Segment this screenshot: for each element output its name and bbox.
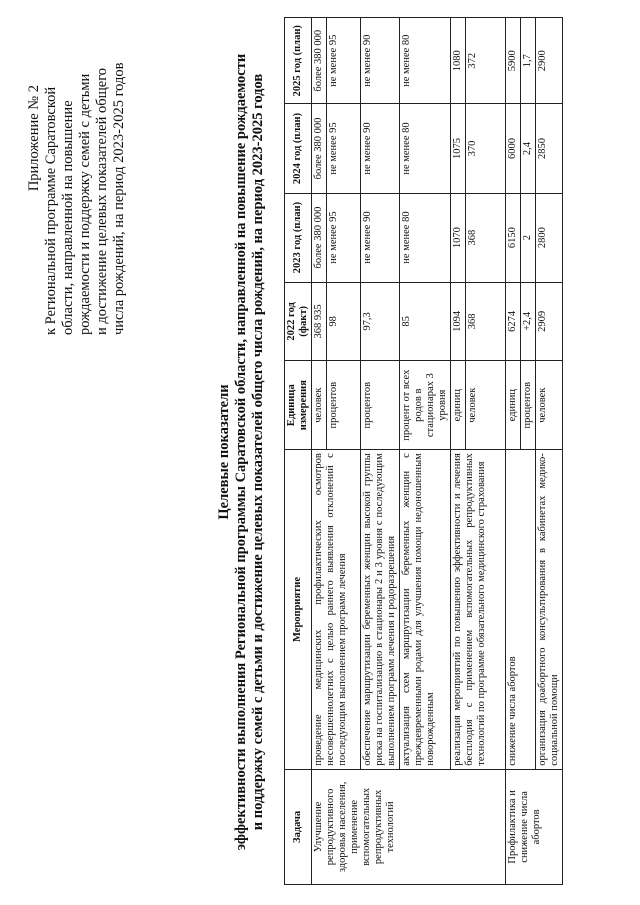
unit-cell: единиц bbox=[451, 361, 466, 450]
value-2023: не менее 95 bbox=[327, 193, 361, 282]
header-2025: 2025 год (план) bbox=[285, 18, 312, 104]
value-2024: 2850 bbox=[536, 104, 563, 193]
header-unit: Единица измерения bbox=[285, 361, 312, 450]
value-2022: 368 bbox=[466, 282, 506, 361]
header-2023: 2023 год (план) bbox=[285, 193, 312, 282]
value-2022: 97,3 bbox=[361, 282, 400, 361]
value-2024: не менее 80 bbox=[400, 104, 451, 193]
value-2023: не менее 80 bbox=[400, 193, 451, 282]
measure-cell: обеспечение маршрутизации беременных женщин высокой группы риска на госпитализацию в стационары 2 и 3 уровня с последующим выполнением программ лечения и родоразрешения bbox=[361, 450, 400, 770]
unit-cell: процентов bbox=[327, 361, 361, 450]
value-2022: 85 bbox=[400, 282, 451, 361]
value-2024: 6000 bbox=[506, 104, 521, 193]
value-2023: 2800 bbox=[536, 193, 563, 282]
value-2025: 372 bbox=[466, 18, 506, 104]
indicators-table bbox=[284, 17, 563, 885]
header-measure: Мероприятие bbox=[285, 450, 312, 770]
value-2023: 6150 bbox=[506, 193, 521, 282]
value-2025: 2900 bbox=[536, 18, 563, 104]
value-2025: более 380 000 bbox=[312, 18, 327, 104]
value-2025: не менее 95 bbox=[327, 18, 361, 104]
title-line: Целевые показатели bbox=[216, 384, 232, 520]
header-task: Задача bbox=[285, 769, 312, 884]
value-2024: не менее 95 bbox=[327, 104, 361, 193]
unit-cell: единиц bbox=[506, 361, 521, 450]
table-row bbox=[506, 18, 521, 885]
unit-cell: процентов bbox=[521, 361, 536, 450]
appendix-line: числа рождений, на период 2023-2025 годов bbox=[111, 62, 127, 335]
value-2022: 2909 bbox=[536, 282, 563, 361]
value-2024: более 380 000 bbox=[312, 104, 327, 193]
value-2024: 1075 bbox=[451, 104, 466, 193]
title-line: эффективности выполнения Региональной программы Саратовской области, направленной на повышение рождаемости bbox=[233, 53, 249, 851]
value-2025: 1080 bbox=[451, 18, 466, 104]
value-2023: не менее 90 bbox=[361, 193, 400, 282]
value-2022: 6274 bbox=[506, 282, 521, 361]
value-2024: не менее 90 bbox=[361, 104, 400, 193]
appendix-number: Приложение № 2 bbox=[26, 85, 42, 192]
unit-cell: человек bbox=[536, 361, 563, 450]
unit-cell: процентов bbox=[361, 361, 400, 450]
measure-cell: снижение числа абортов bbox=[506, 450, 536, 770]
value-2022: +2,4 bbox=[521, 282, 536, 361]
table-row bbox=[451, 18, 466, 885]
value-2023: 368 bbox=[466, 193, 506, 282]
measure-cell: организация доабортного консультирования в кабинетах медико-социальной помощи bbox=[536, 450, 563, 770]
unit-cell: человек bbox=[466, 361, 506, 450]
table-row bbox=[361, 18, 400, 885]
value-2022: 98 bbox=[327, 282, 361, 361]
value-2022: 368 935 bbox=[312, 282, 327, 361]
value-2022: 1094 bbox=[451, 282, 466, 361]
unit-cell: человек bbox=[312, 361, 327, 450]
measure-cell: актуализация схем маршрутизации беременных женщин с преждевременными родами для улучшения помощи недоношенным новорожденным bbox=[400, 450, 451, 770]
document-title bbox=[216, 17, 267, 887]
value-2023: более 380 000 bbox=[312, 193, 327, 282]
title-line: и поддержку семей с детьми и достижение целевых показателей общего числа рождений, на период 2023-2025 годов bbox=[250, 73, 266, 831]
table-row bbox=[536, 18, 563, 885]
appendix-line: рождаемости и поддержку семей с детьми bbox=[77, 73, 93, 335]
appendix-line: области, направленной на повышение bbox=[60, 100, 76, 335]
header-2024: 2024 год (план) bbox=[285, 104, 312, 193]
value-2025: 1,7 bbox=[521, 18, 536, 104]
task-cell: Улучшение репродуктивного здоровья населения, применение вспомогательных репродуктивных технологий bbox=[312, 769, 506, 884]
appendix-line: к Региональной программе Саратовской bbox=[43, 86, 59, 335]
value-2025: не менее 80 bbox=[400, 18, 451, 104]
unit-cell: процент от всех родов в стационарах 3 уровня bbox=[400, 361, 451, 450]
value-2024: 370 bbox=[466, 104, 506, 193]
appendix-note bbox=[26, 25, 128, 335]
value-2023: 1070 bbox=[451, 193, 466, 282]
value-2025: не менее 90 bbox=[361, 18, 400, 104]
measure-cell: проведение медицинских профилактических осмотров несовершеннолетних с целью раннего выявления отклонений с последующим выполнением программ лечения bbox=[312, 450, 361, 770]
table-row bbox=[312, 18, 327, 885]
table-header-row bbox=[285, 18, 312, 885]
measure-cell: реализация мероприятий по повышению эффективности и лечения бесплодия с применением вспомогательных репродуктивных технологий по программе обязательного медицинского страхования bbox=[451, 450, 506, 770]
appendix-line: и достижение целевых показателей общего bbox=[94, 67, 110, 335]
task-cell: Профилактика и снижение числа абортов bbox=[506, 769, 563, 884]
table-row bbox=[400, 18, 451, 885]
value-2024: 2,4 bbox=[521, 104, 536, 193]
value-2025: 5900 bbox=[506, 18, 521, 104]
value-2023: 2 bbox=[521, 193, 536, 282]
header-2022: 2022 год (факт) bbox=[285, 282, 312, 361]
